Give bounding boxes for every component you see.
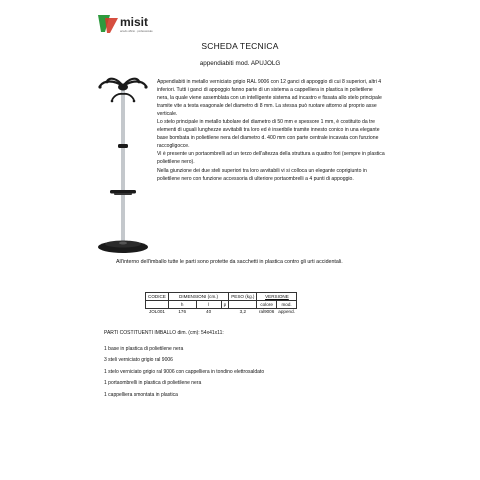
spec-data-row bbox=[146, 308, 297, 315]
description-paragraph: Lo stelo principale in metallo tubolare del diametro di 50 mm e spessore 1 mm, è costituito da tre elementi di uguali lunghezze avvitabili tra loro ed è inseribile tramite innesto conico in una elegante base bombata in polietilene nera del diametro d. 400 mm con parte centrale incavata con funzione raccogligocce. bbox=[157, 119, 380, 150]
subheader-color: colore bbox=[257, 300, 276, 308]
list-item: 1 portaombrelli in plastica di polietilene nera bbox=[104, 380, 202, 387]
coat-stand-image bbox=[94, 76, 152, 256]
cell-h: 176 bbox=[178, 309, 187, 315]
cell-code: JOL001 bbox=[148, 309, 165, 315]
header-dimensions: DIMENSIONI (cm.) bbox=[168, 293, 228, 301]
description-paragraph: Nella giunzione dei due steli superiori tra loro avvitabili vi si colloca un elegante coprigiunto in polietilene nero con funzione accessoria di ulteriore portaombrelli a 4 punti di appoggio. bbox=[157, 167, 367, 182]
logo-brand: misit bbox=[120, 15, 149, 29]
spec-header-row bbox=[146, 293, 297, 301]
description-paragraph: Appendiabiti in metallo verniciato grigio RAL 9006 con 12 ganci di appoggio di cui 8 superiori, altri 4 inferiori. Tutti i ganci di appoggio fanno parte di un sistema a cappelliera in plastica in polietilene nera, la quale viene assemblata con un intelligente sistema ad incastro e fissata allo stelo principale tramite vite a testa esagonale del diametro di 8 mm. La stessa può ruotare attorno al proprio asse verticale. bbox=[157, 79, 382, 118]
misit-logo bbox=[96, 12, 166, 38]
cell-l: 40 bbox=[206, 309, 212, 315]
parts-list bbox=[104, 344, 264, 401]
header-weight: PESO (kg.) bbox=[229, 293, 257, 301]
spec-subheader-row bbox=[146, 300, 297, 308]
logo-mark-red bbox=[105, 18, 118, 33]
logo-tagline: arredo ufficio · professionale bbox=[120, 30, 153, 33]
cell-weight: 3,2 bbox=[239, 309, 247, 315]
document-title: SCHEDA TECNICA bbox=[201, 41, 279, 51]
spec-table bbox=[145, 292, 297, 315]
list-item: 1 stelo verniciato grigio ral 9006 con cappelliera in tondino elettrosaldato bbox=[104, 368, 265, 375]
header-code: CODICE bbox=[146, 293, 169, 301]
description-paragraph: Vi è presente un portaombrelli ad un terzo dell'altezza della struttura a quattro fori (sempre in plastica polietilene nero). bbox=[157, 151, 385, 166]
subheader-mod: mod. bbox=[276, 300, 297, 308]
list-item: 3 steli verniciato grigio ral 9006 bbox=[104, 357, 173, 364]
packaging-note-text: All'interno dell'imballo tutte le parti sono protette da sacchetti in plastica contro gli urti accidentali. bbox=[116, 259, 343, 265]
cell-p bbox=[221, 308, 229, 315]
cell-mod: append. bbox=[278, 309, 295, 315]
subheader-h: h bbox=[168, 300, 196, 308]
list-item: 1 cappelliera smontata in plastica bbox=[104, 391, 178, 398]
packaging-note bbox=[104, 258, 386, 266]
header-versions: VERSIONE bbox=[257, 293, 297, 301]
document-subtitle: appendiabiti mod. APUJOLG bbox=[199, 60, 281, 67]
parts-title: PARTI COSTITUENTI IMBALLO dim. (cm): 54x41x11: bbox=[104, 330, 224, 336]
subheader-l: l bbox=[196, 300, 221, 308]
product-description bbox=[157, 78, 385, 183]
cell-color: ral9006 bbox=[258, 309, 275, 315]
list-item: 1 base in plastica di polietilene nera bbox=[104, 346, 184, 352]
subheader-p: p bbox=[221, 300, 229, 308]
